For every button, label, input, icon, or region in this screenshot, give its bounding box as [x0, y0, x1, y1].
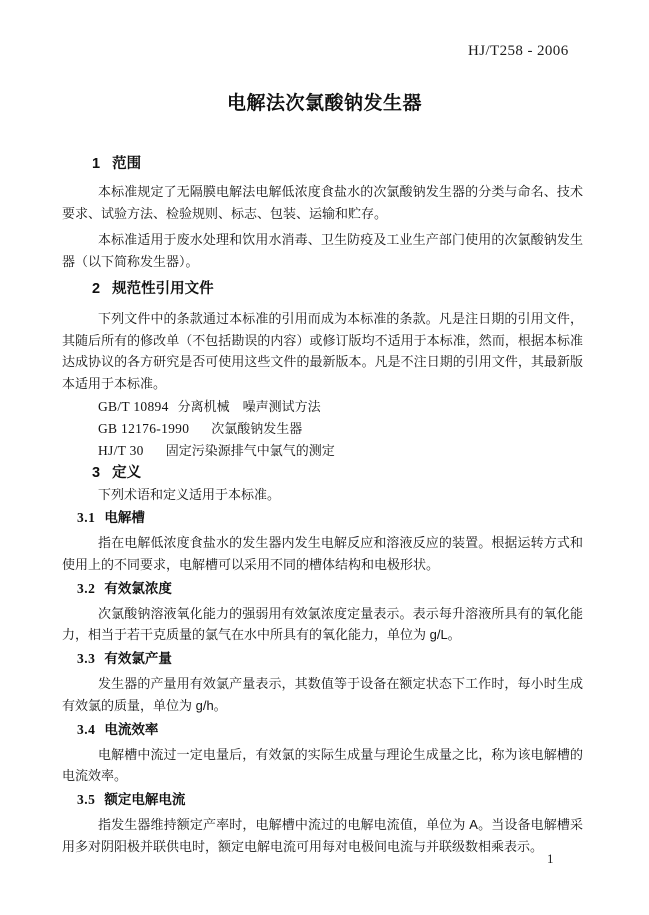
term-3-1-definition: 指在电解低浓度食盐水的发生器内发生电解反应和溶液反应的装置。根据运转方式和使用上的不同要求，电解槽可以采用不同的槽体结构和电极形状。	[62, 535, 583, 573]
section-2-heading	[92, 278, 583, 300]
standard-code: HJ/T258 - 2006	[468, 43, 569, 59]
section-2-number: 2	[92, 280, 101, 297]
reference-code: HJ/T 30	[98, 442, 144, 458]
section-1-paragraph-1: 本标准规定了无隔膜电解法电解低浓度食盐水的次氯酸钠发生器的分类与命名、技术要求、试验方法、检验规则、标志、包装、运输和贮存。	[62, 184, 583, 221]
term-3-3-number: 3.3	[77, 651, 96, 667]
reference-code: GB 12176-1990	[98, 420, 190, 436]
section-3-number: 3	[92, 464, 101, 481]
section-1-number: 1	[92, 156, 101, 172]
document-body	[62, 150, 583, 857]
term-3-3-heading	[77, 648, 583, 670]
term-3-2-number: 3.2	[77, 580, 96, 596]
term-3-3-definition: 发生器的产量用有效氯产量表示，其数值等于设备在额定状态下工作时，每小时生成有效氯的质量，单位为 g/h。	[62, 676, 583, 713]
term-3-2-definition: 次氯酸钠溶液氧化能力的强弱用有效氯浓度定量表示。表示每升溶液所具有的氧化能力，相当于若干克质量的氯气在水中所具有的氧化能力，单位为 g/L。	[62, 605, 583, 643]
section-1-title: 范围	[112, 156, 142, 172]
reference-item	[62, 418, 583, 440]
document-title: 电解法次氯酸钠发生器	[226, 93, 422, 114]
section-2-paragraph-1: 下列文件中的条款通过本标准的引用而成为本标准的条款。凡是注日期的引用文件，其随后所有的修改单（不包括勘误的内容）或修订版均不适用于本标准，然而，根据本标准达成协议的各方研究是否可使用这些文件的最新版本。凡是不注日期的引用文件，其最新版本适用于本标准。	[62, 310, 583, 391]
term-3-4-name: 电流效率	[104, 721, 159, 737]
section-3-intro: 下列术语和定义适用于本标准。	[98, 486, 281, 502]
section-3-title: 定义	[112, 464, 142, 481]
term-3-4-heading	[77, 719, 583, 741]
term-3-4-definition: 电解槽中流过一定电量后，有效氯的实际生成量与理论生成量之比，称为该电解槽的电流效率。	[62, 746, 583, 784]
term-3-5-definition: 指发生器维持额定产率时，电解槽中流过的电解电流值，单位为 A。当设备电解槽采用多对阴阳极并联供电时，额定电解电流可用每对电极间电流与并联级数相乘表示。	[62, 816, 583, 854]
reference-name: 次氯酸钠发生器	[198, 420, 303, 436]
section-3-heading	[92, 462, 583, 484]
section-2-title: 规范性引用文件	[112, 280, 214, 297]
term-3-5-heading	[77, 789, 583, 811]
term-3-2-heading	[77, 578, 583, 600]
term-3-1-name: 电解槽	[104, 510, 145, 526]
section-1-paragraph-2: 本标准适用于废水处理和饮用水消毒、卫生防疫及工业生产部门使用的次氯酸钠发生器（以下简称发生器）。	[62, 232, 583, 270]
term-3-5-number: 3.5	[77, 791, 96, 807]
page-number: 1	[547, 851, 554, 866]
reference-name: 分离机械 噪声测试方法	[177, 398, 321, 414]
normative-references-list	[62, 396, 583, 462]
term-3-4-number: 3.4	[77, 721, 96, 737]
section-1-heading	[92, 153, 583, 175]
term-3-5-name: 额定电解电流	[104, 791, 186, 807]
term-3-1-heading	[77, 507, 583, 529]
reference-name: 固定污染源排气中氯气的测定	[152, 442, 335, 458]
term-3-1-number: 3.1	[77, 510, 96, 526]
term-3-2-name: 有效氯浓度	[104, 580, 172, 596]
reference-code: GB/T 10894	[98, 398, 169, 414]
reference-item	[62, 396, 583, 418]
term-3-3-name: 有效氯产量	[104, 651, 172, 667]
reference-item	[62, 440, 583, 462]
